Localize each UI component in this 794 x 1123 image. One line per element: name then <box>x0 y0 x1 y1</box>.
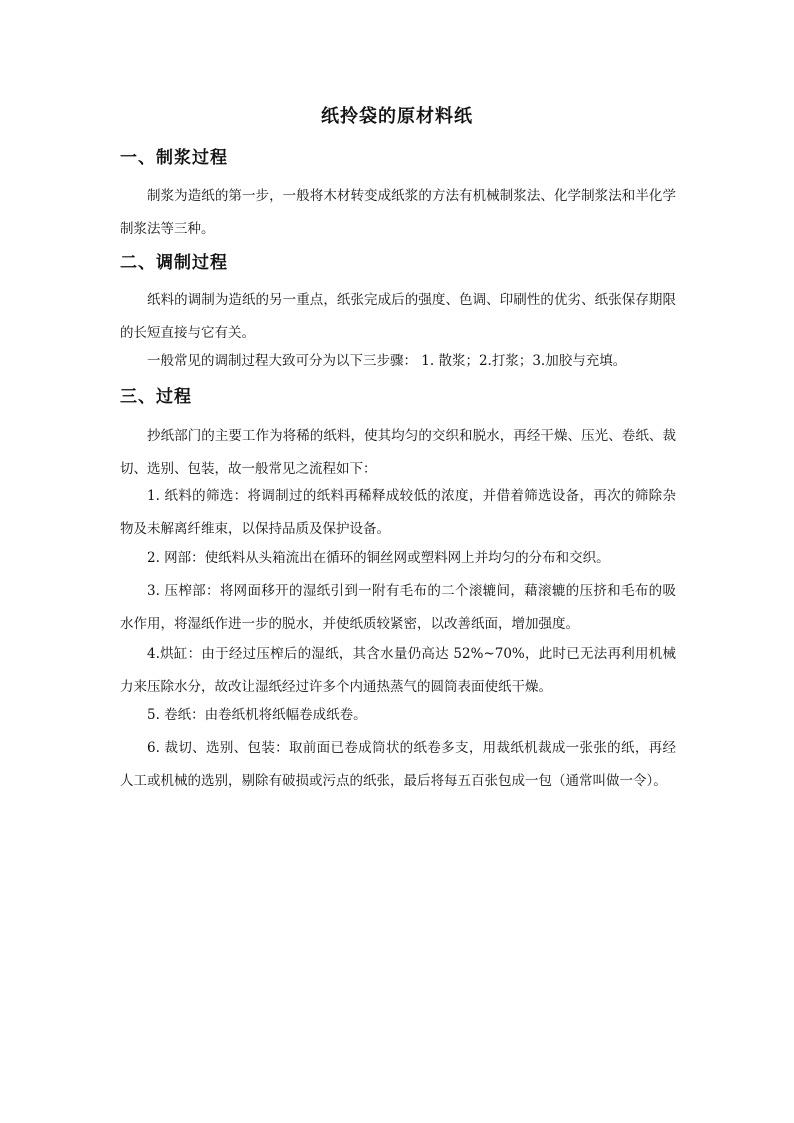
section-heading-pulping: 一、制浆过程 <box>120 148 228 168</box>
paragraph-step-screening: 1. 纸料的筛选：将调制过的纸料再稀释成较低的浓度，并借着筛选设备，再次的筛除杂物及未解离纤维束，以保持品质及保护设备。 <box>120 488 676 537</box>
section-heading-process: 三、过程 <box>120 387 192 407</box>
paragraph-step-dryer: 4.烘缸：由于经过压榨后的湿纸，其含水量仍高达 52%~70%，此时已无法再利用机械力来压除水分，故改让湿纸经过许多个内通热蒸气的圆筒表面使纸干燥。 <box>120 646 676 695</box>
paragraph-blending-steps: 一般常见的调制过程大致可分为以下三步骤： 1. 散浆；2.打浆；3.加胶与充填。 <box>147 353 627 369</box>
paragraph-process-intro: 抄纸部门的主要工作为将稀的纸料，使其均匀的交织和脱水，再经干燥、压光、卷纸、裁切、选别、包装，故一般常见之流程如下： <box>120 428 676 477</box>
paragraph-pulping: 制浆为造纸的第一步，一般将木材转变成纸浆的方法有机械制浆法、化学制浆法和半化学制浆法等三种。 <box>120 188 676 237</box>
document-title: 纸拎袋的原材料纸 <box>321 106 473 127</box>
section-heading-blending: 二、调制过程 <box>120 253 228 273</box>
paragraph-blending-intro: 纸料的调制为造纸的另一重点，纸张完成后的强度、色调、印刷性的优劣、纸张保存期限的长短直接与它有关。 <box>120 292 676 341</box>
paragraph-step-press: 3. 压榨部：将网面移开的湿纸引到一附有毛布的二个滚辘间，藉滚辘的压挤和毛布的吸水作用，将湿纸作进一步的脱水，并使纸质较紧密，以改善纸面，增加强度。 <box>120 583 676 632</box>
paragraph-step-reel: 5. 卷纸：由卷纸机将纸幅卷成纸卷。 <box>147 707 367 723</box>
paragraph-step-finishing: 6. 裁切、选别、包装：取前面已卷成筒状的纸卷多支，用裁纸机裁成一张张的纸，再经人工或机械的选别，剔除有破损或污点的纸张，最后将每五百张包成一包（通常叫做一令）。 <box>120 740 676 789</box>
paragraph-step-wire: 2. 网部：使纸料从头箱流出在循环的铜丝网或塑料网上并均匀的分布和交织。 <box>147 550 610 566</box>
